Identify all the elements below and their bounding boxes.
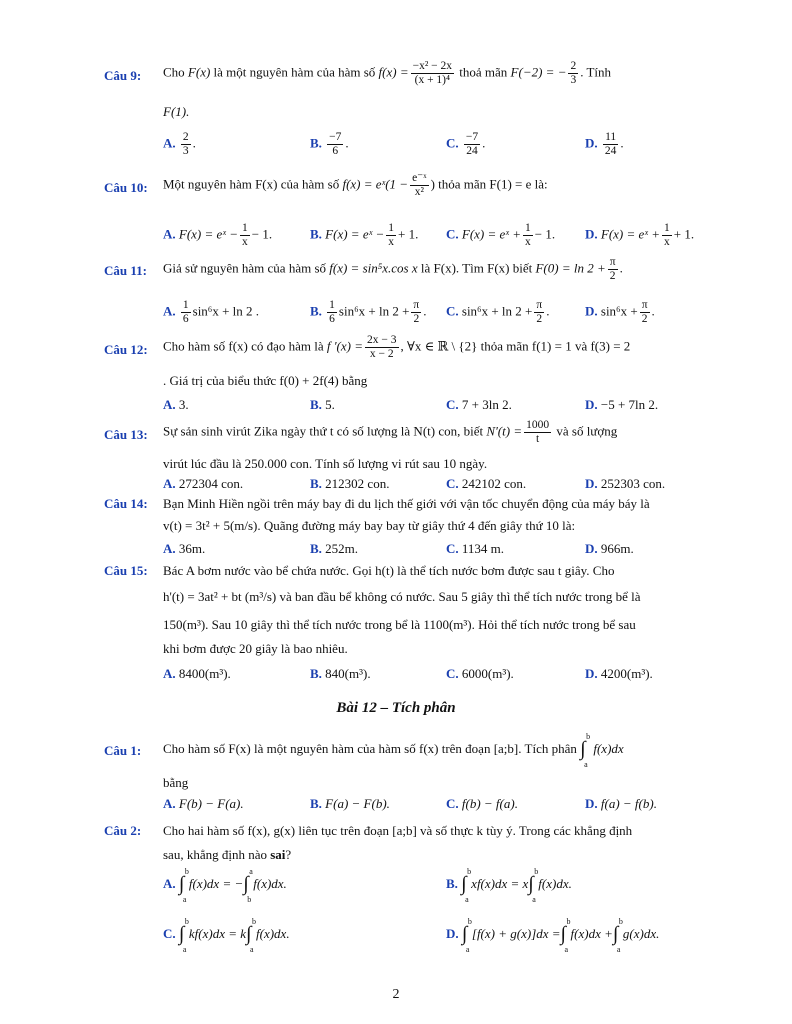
b12-q1-option-c: C. f(b) − f(a). (446, 796, 518, 811)
b12-q2-option-d: D. ∫ b a [f(x) + g(x)]dx = ∫ b a f(x)dx + ∫ b a g(x)dx. (446, 917, 660, 954)
question-14-label: Câu 14: (104, 496, 148, 511)
question-11-text: Giả sử nguyên hàm của hàm số f(x) = sin⁵x.cos x là F(x). Tìm F(x) biết F(0) = ln 2 + $\frac{\pi}{2}$ . (163, 256, 623, 282)
question-9-text: Cho F(x) là một nguyên hàm của hàm số f(x) = $\frac{\text{−x² − 2x}}{\text{(x + 1)⁴}}$ thoả mãn F(−2) = − $\frac{2}{3}$ . Tính (163, 60, 612, 86)
q10-option-c: C. F(x) = eˣ + $\frac{1}{x}$ − 1. (446, 222, 556, 248)
q15-option-a: A. 8400(m³). (163, 666, 231, 681)
question-9-label: Câu 9: (104, 68, 142, 83)
integral-sign-icon: ∫ b a (246, 917, 257, 954)
question-15-text-3: 150(m³). Sau 10 giây thì thể tích nước trong bể là 1100(m³). Hỏi thể tích nước trong bể sau (163, 617, 636, 632)
q15-option-d: D. 4200(m³). (585, 666, 653, 681)
q9-option-d: D. $\frac{11}{24}$ . (585, 131, 624, 157)
question-13-label: Câu 13: (104, 427, 148, 442)
q13-option-a: A. 272304 con. (163, 476, 244, 491)
q12-option-b: B. 5. (310, 397, 335, 412)
integral-sign-icon: ∫ b a (178, 917, 189, 954)
question-14-text-2: v(t) = 3t² + 5(m/s). Quãng đường máy bay bay từ giây thứ 4 đến giây thứ 10 là: (163, 518, 576, 533)
integral-sign-icon: ∫ b a (528, 867, 539, 904)
q9-option-b: B. $\frac{-7}{6}$ . (310, 131, 349, 157)
question-15-text-4: khi bơm được 20 giây là bao nhiêu. (163, 641, 348, 656)
q9-option-a: A. $\frac{2}{3}$ . (163, 131, 196, 157)
q14-option-a: A. 36m. (163, 541, 206, 556)
b12-q1-option-d: D. f(a) − f(b). (585, 796, 657, 811)
question-13-text: Sự sản sinh virút Zika ngày thứ t có số lượng là N(t) con, biết N'(t) = $\frac{1000}{t}$ và số lượng (163, 419, 618, 445)
q11-option-b: B. $\frac{1}{6}$ sin⁶x + ln 2 + $\frac{\pi}{2}$ . (310, 299, 427, 325)
q10-option-d: D. F(x) = eˣ + $\frac{1}{x}$ + 1. (585, 222, 695, 248)
b12-question-2-text: Cho hai hàm số f(x), g(x) liên tục trên đoạn [a;b] và số thực k tùy ý. Trong các khẳng định (163, 823, 633, 838)
integral-sign-icon: ∫ b a (461, 917, 472, 954)
q13-option-d: D. 252303 con. (585, 476, 666, 491)
q11-option-d: D. sin⁶x + $\frac{\pi}{2}$ . (585, 299, 655, 325)
question-11-label: Câu 11: (104, 263, 147, 278)
page-number: 2 (392, 987, 400, 1002)
question-15-text-2: h'(t) = 3at² + bt (m³/s) và ban đầu bể không có nước. Sau 5 giây thì thể tích nước trong bể là (163, 589, 641, 604)
q10-option-b: B. F(x) = eˣ − $\frac{1}{x}$ + 1. (310, 222, 419, 248)
b12-q1-option-a: A. F(b) − F(a). (163, 796, 244, 811)
q14-option-b: B. 252m. (310, 541, 359, 556)
integral-sign-icon: ∫ b a (612, 917, 623, 954)
q12-option-a: A. 3. (163, 397, 189, 412)
question-15-label: Câu 15: (104, 563, 148, 578)
q13-option-c: C. 242102 con. (446, 476, 527, 491)
b12-q2-option-b: B. ∫ b a xf(x)dx = x ∫ b a f(x)dx. (446, 867, 572, 904)
integral-sign-icon: ∫ b a (560, 917, 571, 954)
question-9-text-2: F(1). (163, 104, 190, 119)
integral-sign-icon: ∫ b a (178, 867, 189, 904)
q10-option-a: A. F(x) = eˣ − $\frac{1}{x}$ − 1. (163, 222, 273, 248)
b12-q2-option-c: C. ∫ b a kf(x)dx = k ∫ b a f(x)dx. (163, 917, 290, 954)
q15-option-c: C. 6000(m³). (446, 666, 514, 681)
question-12-label: Câu 12: (104, 342, 148, 357)
b12-question-2-label: Câu 2: (104, 823, 142, 838)
q14-option-d: D. 966m. (585, 541, 634, 556)
integral-sign-icon: ∫ a b (243, 867, 253, 904)
b12-question-1-text: Cho hàm số F(x) là một nguyên hàm của hàm số f(x) trên đoạn [a;b]. Tích phân ∫ b a f(x)dx (163, 732, 624, 769)
b12-q2-option-a: A. ∫ b a f(x)dx = − ∫ a b f(x)dx. (163, 867, 287, 904)
b12-question-1-text-2: bằng (163, 775, 189, 790)
b12-question-1-label: Câu 1: (104, 743, 142, 758)
question-12-text-2: . Giá trị của biểu thức f(0) + 2f(4) bằng (163, 373, 368, 388)
b12-q1-option-b: B. F(a) − F(b). (310, 796, 390, 811)
question-15-text: Bác A bơm nước vào bể chứa nước. Gọi h(t) là thể tích nước bơm được sau t giây. Cho (163, 563, 615, 578)
q15-option-b: B. 840(m³). (310, 666, 371, 681)
question-10-text: Một nguyên hàm F(x) của hàm số f(x) = eˣ(1 − $\frac{\text{e⁻ˣ}}{\text{x²}}$ ) thỏa mãn F(1) = e là: (163, 172, 548, 198)
integral-sign-icon: ∫ b a (580, 732, 591, 769)
question-10-label: Câu 10: (104, 180, 148, 195)
q11-option-a: A. $\frac{1}{6}$ sin⁶x + ln 2 . (163, 299, 260, 325)
section-title: Bài 12 – Tích phân (336, 700, 456, 716)
question-13-text-2: virút lúc đầu là 250.000 con. Tính số lượng vi rút sau 10 ngày. (163, 456, 488, 471)
question-14-text: Bạn Minh Hiền ngồi trên máy bay đi du lịch thế giới với vận tốc chuyển động của máy báy là (163, 496, 650, 511)
q11-option-c: C. sin⁶x + ln 2 + $\frac{\pi}{2}$ . (446, 299, 550, 325)
q12-option-d: D. −5 + 7ln 2. (585, 397, 659, 412)
q12-option-c: C. 7 + 3ln 2. (446, 397, 512, 412)
question-12-text: Cho hàm số f(x) có đạo hàm là f '(x) = $\frac{2x - 3}{x - 2}$ , ∀x ∈ ℝ \ {2} thỏa mãn f(1) = 1 và f(3) = 2 (163, 334, 631, 360)
q13-option-b: B. 212302 con. (310, 476, 390, 491)
q9-option-c: C. $\frac{-7}{24}$ . (446, 131, 486, 157)
q14-option-c: C. 1134 m. (446, 541, 505, 556)
b12-question-2-text-2: sau, khẳng định nào sai? (163, 847, 292, 862)
integral-sign-icon: ∫ b a (461, 867, 472, 904)
